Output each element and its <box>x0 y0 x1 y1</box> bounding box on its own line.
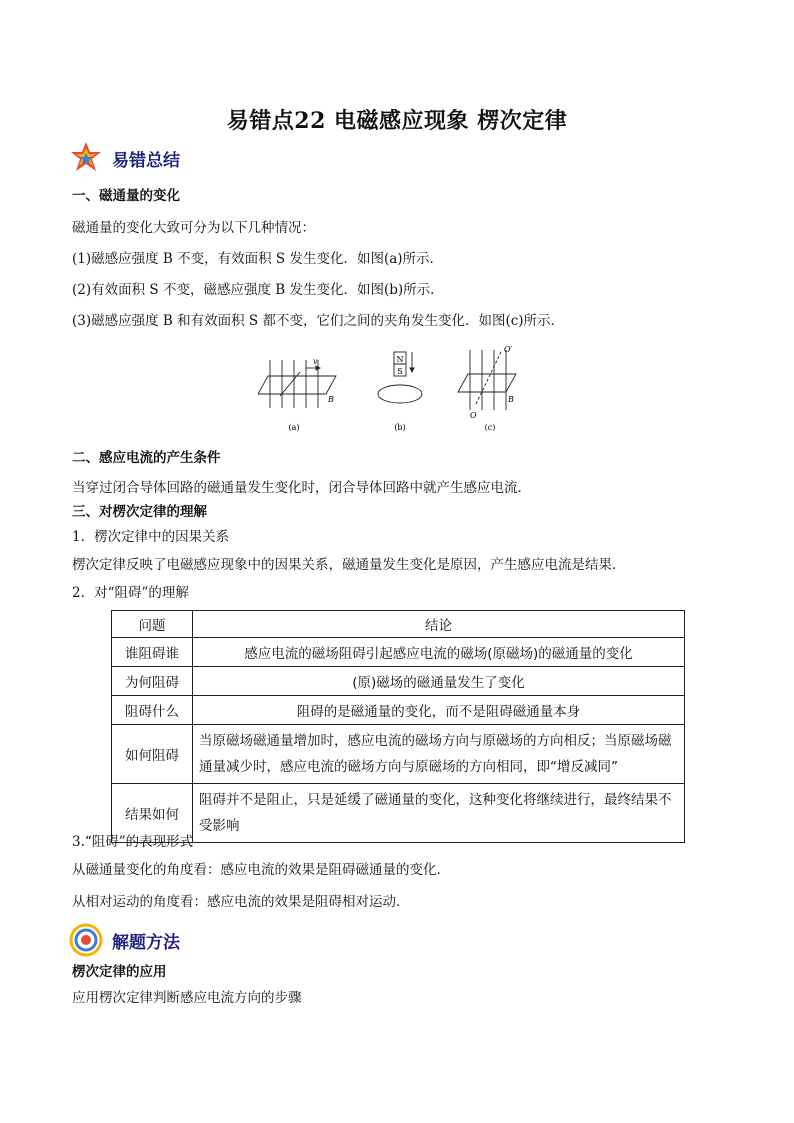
table-row <box>112 696 685 725</box>
table-cell: (原)磁场的磁通量发生了变化 <box>193 667 685 696</box>
method-icon <box>68 922 104 958</box>
label-n: N <box>396 355 404 364</box>
table-cell: 为何阻碍 <box>112 667 193 696</box>
page-title: 易错点22 电磁感应现象 楞次定律 <box>226 108 568 134</box>
table-cell: 谁阻碍谁 <box>112 638 193 667</box>
s3-sub1: 1．楞次定律中的因果关系 <box>72 529 230 545</box>
table-cell: 结果如何 <box>112 784 193 843</box>
method-banner <box>68 922 180 958</box>
label-b3: B <box>508 395 514 404</box>
s1-item3: (3)磁感应强度 B 和有效面积 S 都不变，它们之间的夹角发生变化．如图(c)所示． <box>72 313 565 329</box>
table-header-conclusion: 结论 <box>193 611 685 638</box>
s3-sub3-line2: 从相对运动的角度看：感应电流的效果是阻碍相对运动． <box>72 894 410 910</box>
table-cell: 当原磁场磁通量增加时，感应电流的磁场方向与原磁场的方向相反；当原磁场磁通量减少时，感应电流的磁场方向与原磁场的方向相同，即“增反减同” <box>193 725 685 784</box>
s3-sub1-text: 楞次定律反映了电磁感应现象中的因果关系，磁通量发生变化是原因，产生感应电流是结果． <box>72 557 626 573</box>
s1-heading: 一、磁通量的变化 <box>72 188 180 204</box>
caption-a: (a) <box>288 423 300 432</box>
s1-item2: (2)有效面积 S 不变，磁感应强度 B 发生变化．如图(b)所示． <box>72 282 444 298</box>
induction-figure <box>258 340 518 436</box>
s2-heading: 二、感应电流的产生条件 <box>72 450 221 466</box>
s4-text: 应用楞次定律判断感应电流方向的步骤 <box>72 990 302 1006</box>
s3-heading: 三、对楞次定律的理解 <box>72 504 207 520</box>
caption-b: (b) <box>394 423 406 432</box>
table-row <box>112 725 685 784</box>
table-cell: 阻碍的是磁通量的变化，而不是阻碍磁通量本身 <box>193 696 685 725</box>
s4-heading: 楞次定律的应用 <box>72 964 167 980</box>
summary-banner <box>68 140 180 176</box>
summary-label: 易错总结 <box>112 150 180 171</box>
label-o: O <box>470 411 477 420</box>
label-b1: B <box>328 395 334 404</box>
s2-text: 当穿过闭合导体回路的磁通量发生变化时，闭合导体回路中就产生感应电流． <box>72 480 531 496</box>
s3-sub3: 3.“阻碍”的表现形式 <box>72 834 194 850</box>
table-header-question: 问题 <box>112 611 193 638</box>
table-cell: 如何阻碍 <box>112 725 193 784</box>
table-cell: 感应电流的磁场阻碍引起感应电流的磁场(原磁场)的磁通量的变化 <box>193 638 685 667</box>
caption-c: (c) <box>484 423 496 432</box>
table-row <box>112 784 685 843</box>
table-row <box>112 638 685 667</box>
star-icon <box>68 140 104 176</box>
figure-a <box>258 360 336 408</box>
s3-sub2: 2．对“阻碍”的理解 <box>72 585 189 601</box>
label-o2: O′ <box>504 345 513 354</box>
table-cell: 阻碍什么 <box>112 696 193 725</box>
table-row <box>112 667 685 696</box>
s1-intro: 磁通量的变化大致可分为以下几种情况： <box>72 220 315 236</box>
obstruction-table <box>111 610 685 843</box>
label-v: v <box>313 357 318 366</box>
method-label: 解题方法 <box>112 932 180 953</box>
s3-sub3-line1: 从磁通量变化的角度看：感应电流的效果是阻碍磁通量的变化． <box>72 862 450 878</box>
label-s: S <box>397 367 403 376</box>
table-cell: 阻碍并不是阻止，只是延缓了磁通量的变化，这种变化将继续进行，最终结果不受影响 <box>193 784 685 843</box>
s1-item1: (1)磁感应强度 B 不变，有效面积 S 发生变化．如图(a)所示． <box>72 251 444 267</box>
